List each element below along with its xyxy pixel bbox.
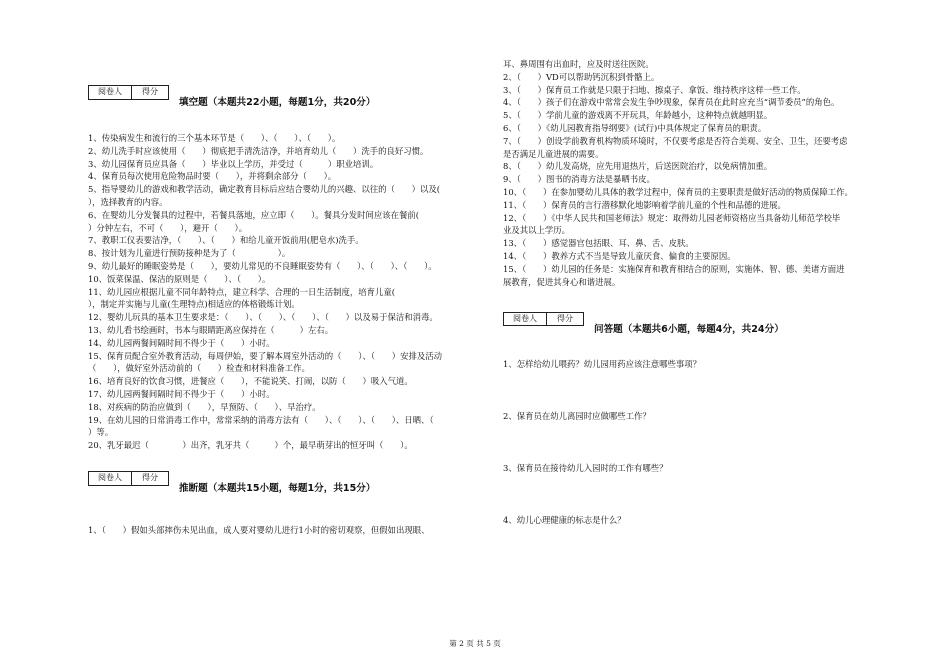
judge-question-line: 5、（ ）学前儿童的游戏离不开玩具，年龄越小，这种特点就越明显。 <box>503 110 773 121</box>
judge-question-line: 12、（ ）《中华人民共和国老师法》规定：取得幼儿园老师资格应当具备幼儿师范学校毕 <box>503 212 841 223</box>
fill-question-line: ），制定并实施与儿童(生理特点)相适应的体格锻炼计划。 <box>88 299 300 310</box>
fill-question-line: （ ），做好室外活动前的（ ）检查和材料准备工作。 <box>88 363 310 374</box>
judge-question-line: 15、（ ）幼儿园的任务是：实施保育和教育相结合的原则，实施体、智、德、美诸方面进 <box>503 263 845 274</box>
judge-question-line: 13、（ ）感觉器官包括眼、耳、鼻、舌、皮肤。 <box>503 238 694 249</box>
qa-questions <box>503 358 905 526</box>
judge-question-line: 11、（ ）保育员的言行潜移默化地影响着学前儿童的个性和品德的进展。 <box>503 199 786 210</box>
judge-question-line: 6、（ ）《幼儿园教育指导纲要》(试行)中具体规定了保育员的职责。 <box>503 122 767 133</box>
fill-question-line: ），选择教育的内容。 <box>88 196 168 207</box>
qa-question: 2、保育员在幼儿离园时应做哪些工作？ <box>503 411 651 422</box>
fill-question-line: 6、在婴幼儿分发餐具的过程中，若餐具落地，应立即（ ）。餐具分发时间应该在餐前( <box>88 209 420 220</box>
fill-question-line: 7、教职工仪表要洁净，（ ）、（ ）和给儿童开饭前用(肥皂水)洗手。 <box>88 235 364 246</box>
fill-question-line: 19、在幼儿园的日常消毒工作中，常常采纳的消毒方法有（ ）、（ ）、（ ）、日晒、（ <box>88 414 434 425</box>
fill-question-line: 10、饭菜保温、保洁的原则是（ ）、（ ）。 <box>88 273 271 284</box>
score-box-grader: 阅卷人 <box>89 472 132 486</box>
qa-section-header <box>503 302 905 335</box>
judge-section-header <box>88 462 488 495</box>
fill-question-line: 3、幼儿园保育员应具备（ ）毕业以上学历，并受过（ ）职业培训。 <box>88 158 379 169</box>
fill-questions <box>88 132 488 452</box>
judge-question-line: 14、（ ）教养方式不当是导致儿童厌食、偏食的主要原因。 <box>503 250 736 261</box>
score-box-score: 得分 <box>547 312 584 326</box>
judge-question-line: 1、（ ）假如头部摔伤未见出血，成人要对婴幼儿进行1小时的密切观察，但假如出现眼、 <box>88 524 430 535</box>
judge-question-line: 4、（ ）孩子们在游戏中常常会发生争吵现象，保育员在此时应充当“调节委员”的角色。 <box>503 97 840 108</box>
left-column <box>88 76 488 537</box>
fill-question-line: 4、保育员每次使用危险物品时要（ ），并将剩余部分（ ）。 <box>88 171 337 182</box>
fill-question-line: 16、培育良好的饮食习惯，进餐应（ ），不能说笑、打闹，以防（ ）吸入气道。 <box>88 376 413 387</box>
fill-question-line: 12、婴幼儿玩具的基本卫生要求是：（ ）、（ ）、（ ）、（ ）以及易于保洁和消毒。 <box>88 312 438 323</box>
score-box-grader: 阅卷人 <box>504 312 547 326</box>
score-box <box>88 471 169 486</box>
score-box <box>88 85 169 100</box>
fill-question-line: 9、幼儿最好的睡眠姿势是（ ），要幼儿常见的不良睡眠姿势有（ ）、（ ）、（ ）。 <box>88 260 437 271</box>
judge-question-line: 展教育，促进其身心和谐进展。 <box>503 276 621 287</box>
qa-section-title: 问答题（本题共6小题，每题4分，共24分） <box>594 323 784 335</box>
qa-question: 3、保育员在接待幼儿入园时的工作有哪些？ <box>503 462 668 473</box>
right-column <box>503 58 905 566</box>
judge-question-line: 2、（ ）VD可以帮助钙沉积到骨骼上。 <box>503 71 660 82</box>
judge-question-line: 是否满足儿童进展的需要。 <box>503 148 604 159</box>
fill-question-line: ）分钟左右，不可（ ），避开（ ）。 <box>88 222 248 233</box>
judge-question-line: 8、（ ）幼儿发高烧，应先用退热片，后送医院治疗，以免病情加重。 <box>503 161 773 172</box>
score-box-score: 得分 <box>132 472 169 486</box>
fill-question-line: 15、保育员配合室外教育活动，每周伊始，要了解本周室外活动的（ ）、（ ）安排及活动 <box>88 350 443 361</box>
fill-question-line: 5、指导婴幼儿的游戏和教学活动，确定教育目标后应结合婴幼儿的兴趣、以往的（ ）以及( <box>88 184 440 195</box>
judge-question-line: 9、（ ）图书的消毒方法是暴晒书皮。 <box>503 174 655 185</box>
fill-question-line: 11、幼儿园应根据儿童不同年龄特点，建立科学、合理的一日生活制度，培育儿童( <box>88 286 396 297</box>
fill-section-header <box>88 76 488 109</box>
score-box-grader: 阅卷人 <box>89 86 132 100</box>
fill-question-line: 20、乳牙最迟（ ）出齐，乳牙共（ ）个，最早萌芽出的恒牙叫（ ）。 <box>88 440 413 451</box>
fill-question-line: 14、幼儿园两餐间隔时间不得少于（ ）小时。 <box>88 337 275 348</box>
judge-questions-left <box>88 524 488 537</box>
judge-questions-right <box>503 58 905 288</box>
score-box-score: 得分 <box>132 86 169 100</box>
fill-question-line: 2、幼儿洗手时应该使用（ ）彻底把手清洗洁净，并培育幼儿（ ）洗手的良好习惯。 <box>88 145 429 156</box>
qa-question: 4、幼儿心理健康的标志是什么？ <box>503 514 626 525</box>
page-footer: 第 2 页 共 5 页 <box>449 639 501 648</box>
fill-question-line: 1、传染病发生和流行的三个基本环节是（ ）、（ ）、（ ）。 <box>88 133 341 143</box>
score-box <box>503 312 584 327</box>
judge-question-line: 3、（ ）保育员工作就是只限于扫地、擦桌子、拿饭、维持秩序这样一些工作。 <box>503 84 806 95</box>
fill-question-line: ）等。 <box>88 427 114 438</box>
judge-section-title: 推断题（本题共15小题，每题1分，共15分） <box>179 483 376 495</box>
judge-question-line: 7、（ ）创设学前教育机构物质环境时，不仅要考虑是否符合美观、安全、卫生，还要考虑 <box>503 135 848 146</box>
judge-question-line: 耳、鼻周围有出血时，应及时送往医院。 <box>503 59 654 69</box>
fill-question-line: 18、对疾病的防治应做到（ ），早预防、（ ）、早治疗。 <box>88 401 321 412</box>
qa-question: 1、怎样给幼儿喂药？幼儿园用药应该注意哪些事项？ <box>503 359 701 370</box>
fill-question-line: 13、幼儿看书绘画时，书本与眼睛距离应保持在（ ）左右。 <box>88 324 334 335</box>
fill-section-title: 填空题（本题共22小题，每题1分，共20分） <box>179 97 376 109</box>
fill-question-line: 17、幼儿园两餐间隔时间不得少于（ ）小时。 <box>88 388 275 399</box>
judge-question-line: 10、（ ）在参加婴幼儿具体的教学过程中，保育员的主要职责是做好活动的物质保障工作。 <box>503 186 853 197</box>
judge-question-line: 业及其以上学历。 <box>503 225 570 236</box>
fill-question-line: 8、按计划为儿童进行预防接种是为了（ ）。 <box>88 248 291 259</box>
